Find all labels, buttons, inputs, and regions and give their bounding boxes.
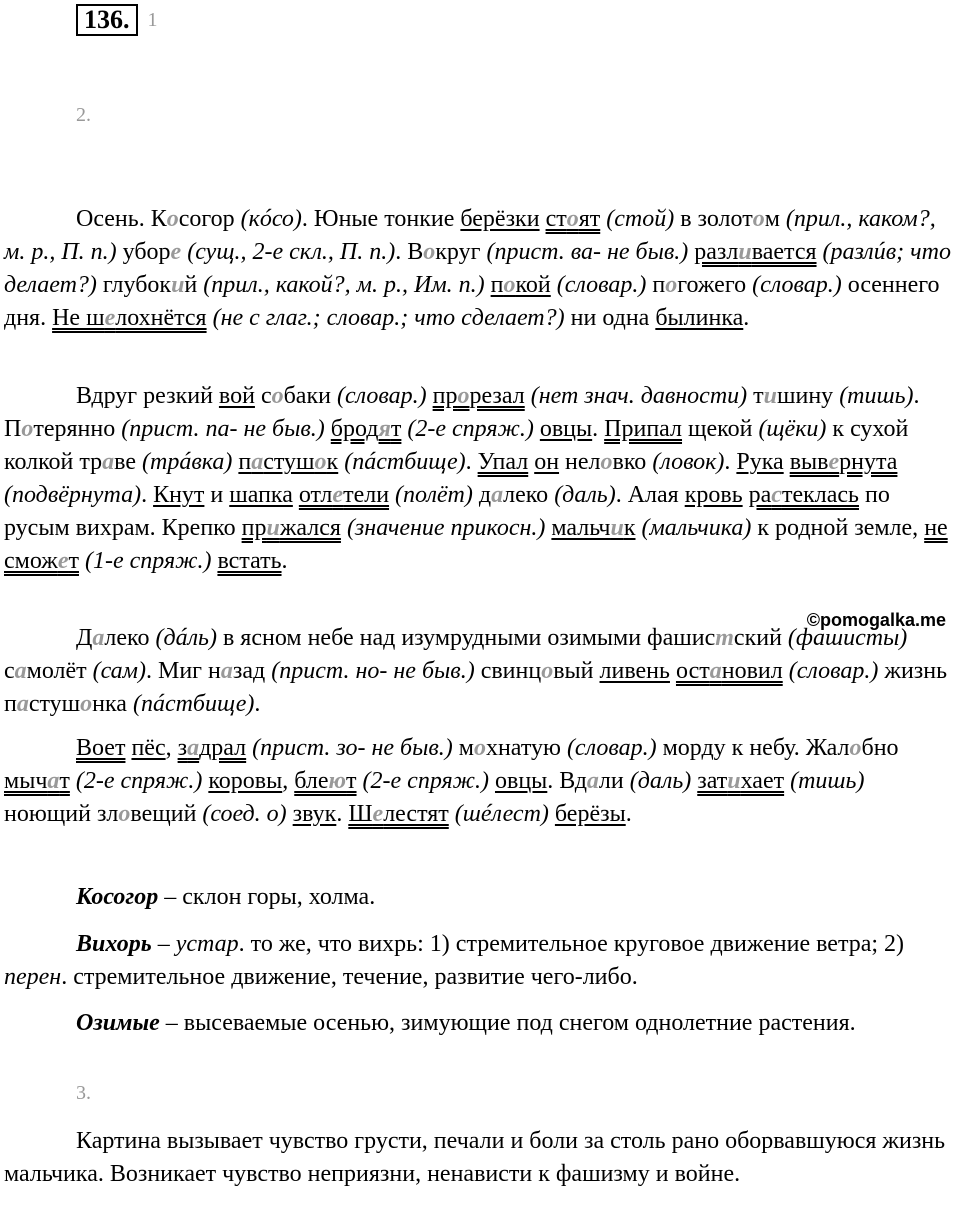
glossary-entry: Озимые – высеваемые осенью, зимующие под снегом однолетние растения. — [76, 1010, 856, 1036]
paragraph-1: Осень. Косогор (кóсо). Юные тонкие берёзки стоят (стой) в золотом (прил., каком?, м. р., П. п.) уборе (сущ., 2-е скл., П. п.). Вокруг (прист. ва- не быв.) разливается (разлúв; что делает?) глубокий (прил., какой?, м. р., Им. п.) покой (словар.) погожего (словар.) осеннего дня. Не шелохнётся (не с глаг.; словар.; что сделает?) ни одна былинка. — [4, 206, 951, 331]
exercise-number: 136. — [76, 4, 138, 36]
paragraph-5: Картина вызывает чувство грусти, печали и боли за столь рано оборвавшуюся жизнь мальчика. Возникает чувство неприязни, ненависти к фашизму и войне. — [4, 1128, 946, 1187]
subtask-2-marker: 2. — [76, 104, 91, 126]
glossary-entry: Вихорь – устар. то же, что вихрь: 1) стремительное круговое движение ветра; 2) перен. стремительное движение, течение, развитие чего-либо. — [4, 931, 905, 990]
glossary-entry: Косогор – склон горы, холма. — [76, 884, 376, 910]
exercise-header — [76, 4, 158, 36]
paragraph-4: Воет пёс, задрал (прист. зо- не быв.) мохнатую (словар.) морду к небу. Жалобно мычат (2-е спряж.) коровы, блеют (2-е спряж.) овцы. Вдали (даль) затихает (тишь) ноющий зловещий (соед. о) звук. Шелестят (шéлест) берёзы. — [4, 735, 899, 827]
paragraph-3: Далеко (дáль) в ясном небе над изумрудными озимыми фашистский (фашисты) самолёт (сам). Миг назад (прист. но- не быв.) свинцовый ливень остановил (словар.) жизнь пастушонка (пáстбище). — [4, 625, 948, 717]
subtask-1-marker: 1 — [147, 8, 158, 31]
watermark: ©pomogalka.me — [806, 610, 946, 630]
paragraph-2: Вдруг резкий вой собаки (словар.) прорезал (нет знач. давности) тишину (тишь). Потерянно (прист. па- не быв.) бродят (2-е спряж.) овцы. Припал щекой (щёки) к сухой колкой траве (трáвка) пастушок (пáстбище). Упал он неловко (ловок). Рука вывернута (подвёрнута). Кнут и шапка отлетели (полёт) далеко (даль). Алая кровь растеклась по русым вихрам. Крепко прижался (значение прикосн.) мальчик (мальчика) к родной земле, не сможет (1-е спряж.) встать. — [4, 383, 948, 574]
subtask-3-marker: 3. — [76, 1082, 91, 1104]
